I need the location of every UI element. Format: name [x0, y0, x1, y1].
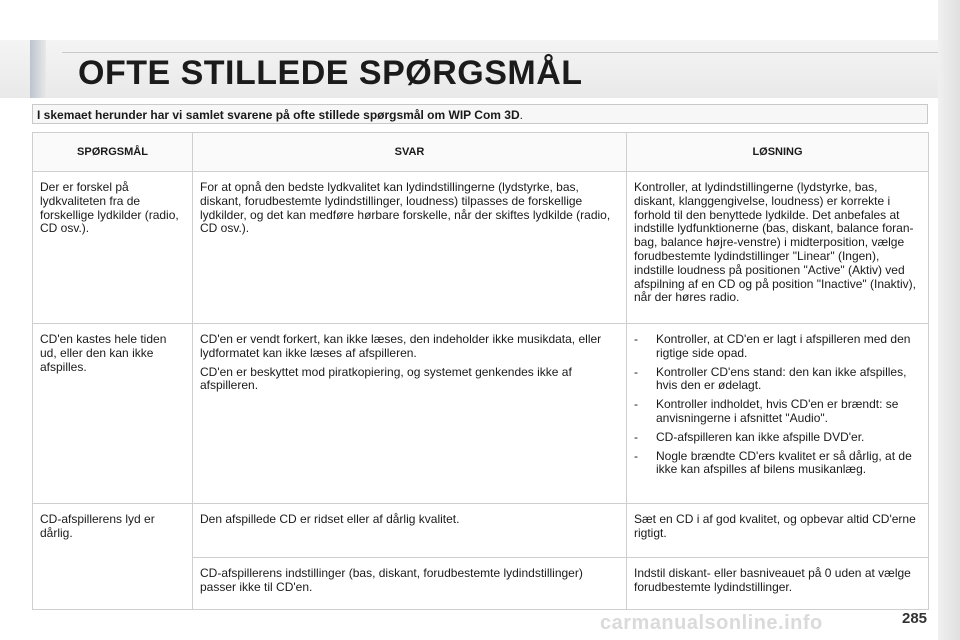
answer-cell: CD-afspillerens indstillinger (bas, diskant, forudbestemte lydindstillinger) passer ikke til CD'en.	[193, 558, 627, 610]
dash-bullet: -	[634, 448, 638, 463]
solution-text: Kontroller, at CD'en er lagt i afspilleren med den rigtige side opad.	[656, 332, 911, 360]
solution-text: CD-afspilleren kan ikke afspille DVD'er.	[656, 429, 865, 444]
intro-box	[32, 104, 928, 124]
header-solution: LØSNING	[627, 133, 929, 172]
page-title: OFTE STILLEDE SPØRGSMÅL	[78, 54, 583, 92]
list-item	[634, 366, 922, 394]
answer-paragraph: CD'en er vendt forkert, kan ikke læses, den indeholder ikke musikdata, eller lydformatet kan ikke læses af afspilleren.	[200, 332, 602, 360]
answer-cell	[193, 324, 627, 504]
solution-cell	[627, 324, 929, 504]
solution-cell: Indstil diskant- eller basniveauet på 0 uden at vælge forudbestemte lydindstillinger.	[627, 558, 929, 610]
solution-text: Kontroller CD'ens stand: den kan ikke afspilles, hvis den er ødelagt.	[656, 364, 907, 393]
header-line	[62, 52, 954, 53]
list-item	[634, 398, 922, 426]
list-item	[634, 450, 922, 478]
question-cell: CD-afspillerens lyd er dårlig.	[33, 504, 193, 610]
answer-paragraph: CD'en er beskyttet mod piratkopiering, og systemet genkendes ikke af afspilleren.	[200, 364, 572, 393]
answer-cell: For at opnå den bedste lydkvalitet kan lydindstillingerne (lydstyrke, bas, diskant, forudbestemte lydindstillinger, loudness) tilpasses de forskellige lydkilder, og det kan medføre hørbare forskelle, når der skiftes lydkilde (radio, CD osv.).	[193, 172, 627, 324]
intro-text: I skemaet herunder har vi samlet svarene på ofte stillede spørgsmål om WIP Com 3D	[37, 108, 520, 122]
page-number: 285	[902, 610, 928, 627]
solution-text: Kontroller indholdet, hvis CD'en er brændt: se anvisningerne i afsnittet "Audio".	[656, 397, 899, 425]
header-question: SPØRGSMÅL	[33, 133, 193, 172]
dash-bullet: -	[634, 332, 638, 346]
side-bar	[938, 0, 960, 640]
watermark: carmanualsonline.info	[600, 612, 823, 634]
dash-bullet: -	[634, 397, 638, 412]
dash-bullet: -	[634, 429, 638, 444]
table-row	[33, 324, 929, 504]
question-cell: Der er forskel på lydkvaliteten fra de forskellige lydkilder (radio, CD osv.).	[33, 172, 193, 324]
question-cell: CD'en kastes hele tiden ud, eller den kan ikke afspilles.	[33, 324, 193, 504]
list-item	[634, 431, 922, 445]
solution-cell: Kontroller, at lydindstillingerne (lydstyrke, bas, diskant, klanggengivelse, loudness) er korrekte i forhold til den benyttede lydkilde. Det anbefales at indstille lydfunktionerne (bas, diskant, balance foran-bag, balance højre-venstre) i midterposition, vælge forudbestemte lydindstillinger "Linear" (Ingen), indstille loudness på positionen "Active" (Aktiv) ved afspilning af en CD og på position "Inactive" (Inaktiv), når der høres radio.	[627, 172, 929, 324]
faq-table	[32, 132, 929, 610]
dash-bullet: -	[634, 364, 638, 379]
intro-tail: .	[519, 108, 523, 122]
list-item	[634, 333, 922, 361]
answer-cell: Den afspillede CD er ridset eller af dårlig kvalitet.	[193, 504, 627, 558]
solution-cell: Sæt en CD i af god kvalitet, og opbevar altid CD'erne rigtigt.	[627, 504, 929, 558]
table-row	[33, 504, 929, 558]
header-answer: SVAR	[193, 133, 627, 172]
solution-text: Nogle brændte CD'ers kvalitet er så dårlig, at de ikke kan afspilles af bilens musikanlæg.	[656, 448, 912, 477]
solution-list	[634, 333, 922, 477]
header-accent	[30, 40, 46, 98]
table-header-row	[33, 133, 929, 172]
table-row	[33, 172, 929, 324]
